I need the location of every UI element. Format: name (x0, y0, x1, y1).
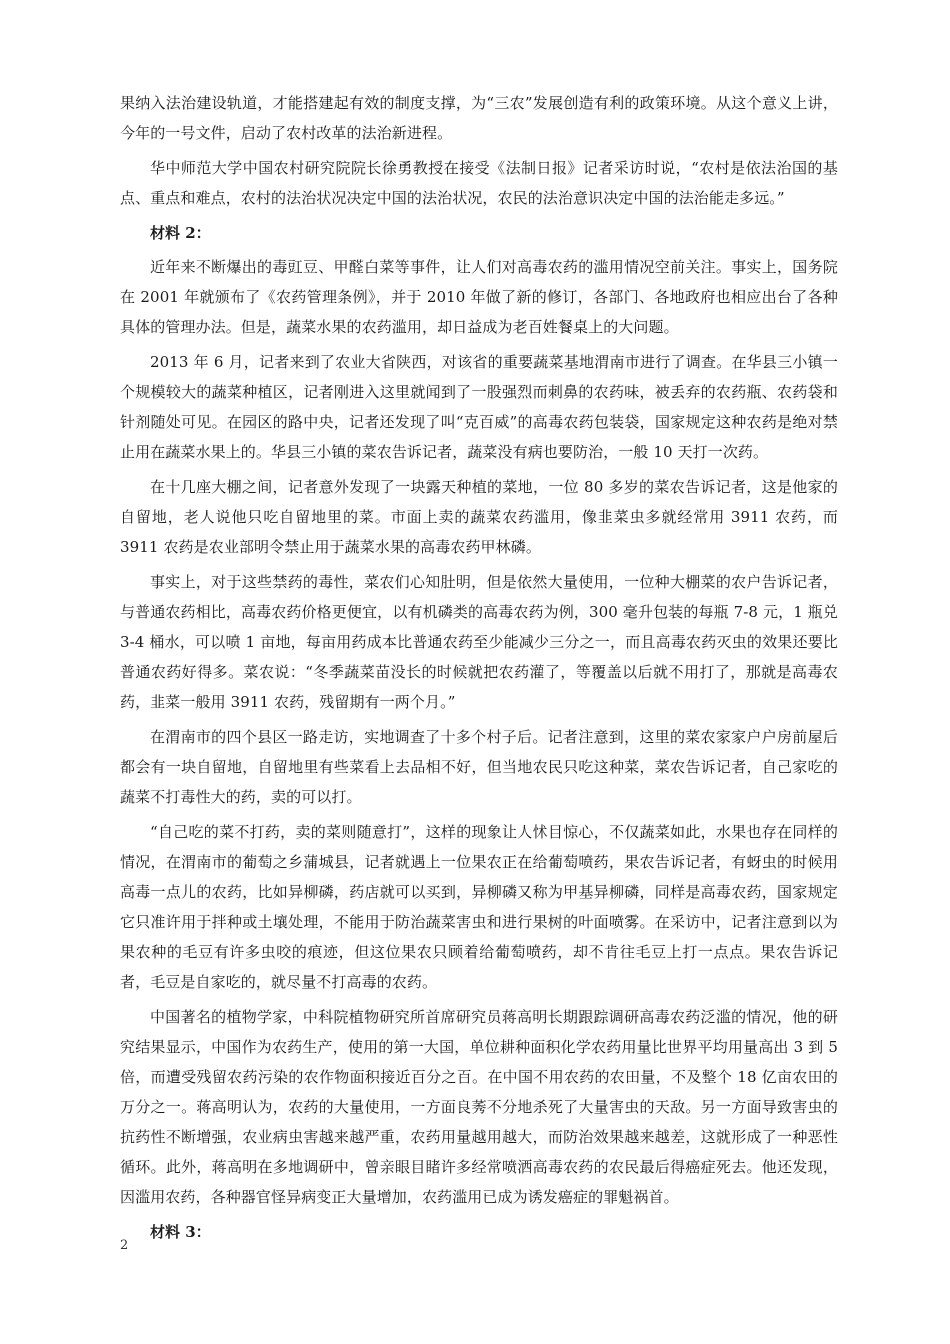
paragraph: “自己吃的菜不打药，卖的菜则随意打”，这样的现象让人怵目惊心，不仅蔬菜如此，水果也存在同样的情况，在渭南市的葡萄之乡蒲城县，记者就遇上一位果农正在给葡萄喷药，果农告诉记者，有蚜虫的时候用高毒一点儿的农药，比如异柳磷，药店就可以买到，异柳磷又称为甲基异柳磷，同样是高毒农药，国家规定它只准许用于拌种或土壤处理，不能用于防治蔬菜害虫和进行果树的叶面喷雾。在采访中，记者注意到以为果农种的毛豆有许多虫咬的痕迹，但这位果农只顾着给葡萄喷药，却不肯往毛豆上打一点点。果农告诉记者，毛豆是自家吃的，就尽量不打高毒的农药。 (120, 823, 838, 991)
page-number: 2 (120, 1238, 129, 1253)
paragraph: 事实上，对于这些禁药的毒性，菜农们心知肚明，但是依然大量使用，一位种大棚菜的农户告诉记者，与普通农药相比，高毒农药价格更便宜，以有机磷类的高毒农药为例，300 毫升包装的每瓶 7-8 元，1 瓶兑 3-4 桶水，可以喷 1 亩地，每亩用药成本比普通农药至少能减少三分之一，而且高毒农药灭虫的效果还要比普通农药好得多。菜农说：“冬季蔬菜苗没长的时候就把农药灌了，等覆盖以后就不用打了，那就是高毒农药，韭菜一般用 3911 农药，残留期有一两个月。” (120, 573, 838, 711)
document-body (120, 88, 838, 1251)
paragraph: 在渭南市的四个县区一路走访，实地调查了十多个村子后。记者注意到，这里的菜农家家户户房前屋后都会有一块自留地，自留地里有些菜看上去品相不好，但当地农民只吃这种菜，菜农告诉记者，自己家吃的蔬菜不打毒性大的药，卖的可以打。 (120, 728, 838, 806)
paragraph: 中国著名的植物学家，中科院植物研究所首席研究员蒋高明长期跟踪调研高毒农药泛滥的情况，他的研究结果显示，中国作为农药生产，使用的第一大国，单位耕种面积化学农药用量比世界平均用量高出 3 到 5 倍，而遭受残留农药污染的农作物面积接近百分之百。在中国不用农药的农田量，不及整个 18 亿亩农田的万分之一。蒋高明认为，农药的大量使用，一方面良莠不分地杀死了大量害虫的天敌。另一方面导致害虫的抗药性不断增强，农业病虫害越来越严重，农药用量越用越大，而防治效果越来越差，这就形成了一种恶性循环。此外，蒋高明在多地调研中，曾亲眼目睹许多经常喷洒高毒农药的农民最后得癌症死去。他还发现，因滥用农药，各种器官怪异病变正大量增加，农药滥用已成为诱发癌症的罪魁祸首。 (120, 1008, 838, 1206)
paragraph: 华中师范大学中国农村研究院院长徐勇教授在接受《法制日报》记者采访时说，“农村是依法治国的基点、重点和难点，农村的法治状况决定中国的法治状况，农民的法治意识决定中国的法治能走多远。” (120, 159, 838, 207)
paragraph: 在十几座大棚之间，记者意外发现了一块露天种植的菜地，一位 80 多岁的菜农告诉记者，这是他家的自留地，老人说他只吃自留地里的菜。市面上卖的蔬菜农药滥用，像韭菜虫多就经常用 3911 农药，而 3911 农药是农业部明令禁止用于蔬菜水果的高毒农药甲林磷。 (120, 478, 838, 556)
paragraph: 近年来不断爆出的毒豇豆、甲醛白菜等事件，让人们对高毒农药的滥用情况空前关注。事实上，国务院在 2001 年就颁布了《农药管理条例》，并于 2010 年做了新的修订，各部门、各地政府也相应出台了各种具体的管理办法。但是，蔬菜水果的农药滥用，却日益成为老百姓餐桌上的大问题。 (120, 258, 838, 336)
paragraph: 2013 年 6 月，记者来到了农业大省陕西，对该省的重要蔬菜基地渭南市进行了调查。在华县三小镇一个规模较大的蔬菜种植区，记者刚进入这里就闻到了一股强烈而刺鼻的农药味，被丢弃的农药瓶、农药袋和针剂随处可见。在园区的路中央，记者还发现了叫“克百威”的高毒农药包装袋，国家规定这种农药是绝对禁止用在蔬菜水果上的。华县三小镇的菜农告诉记者，蔬菜没有病也要防治，一般 10 天打一次药。 (120, 353, 838, 461)
section-heading: 材料 2： (150, 224, 211, 242)
paragraph: 果纳入法治建设轨道，才能搭建起有效的制度支撑，为“三农”发展创造有利的政策环境。从这个意义上讲，今年的一号文件，启动了农村改革的法治新进程。 (120, 94, 838, 142)
section-heading: 材料 3： (150, 1223, 211, 1241)
